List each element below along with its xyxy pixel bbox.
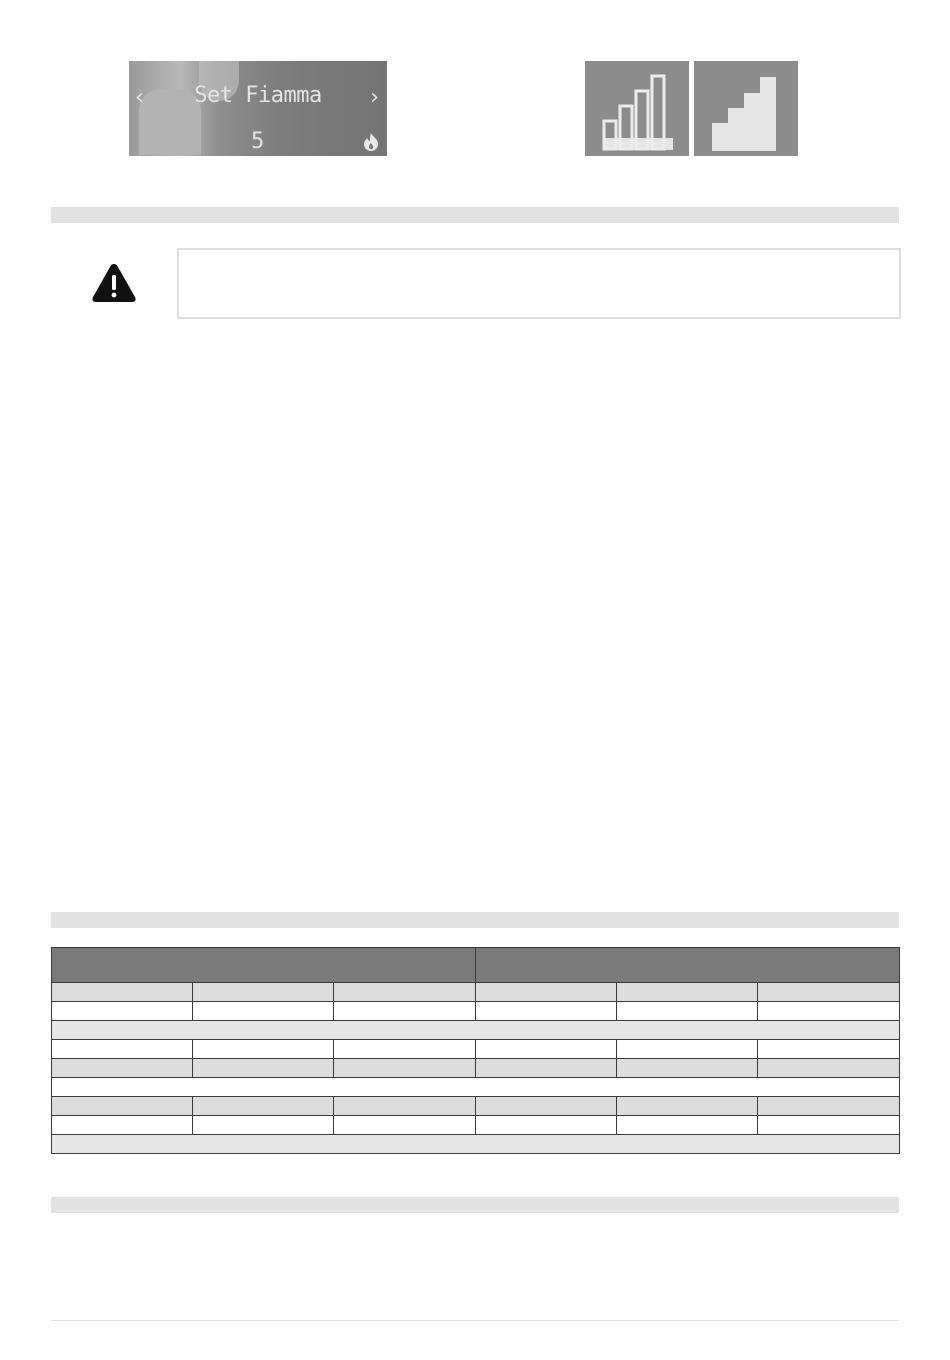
- table-row: [52, 1059, 900, 1078]
- table-cell: [52, 1097, 193, 1116]
- table-cell: [193, 1097, 334, 1116]
- table-cell: [52, 1002, 193, 1021]
- table-cell: [758, 1002, 900, 1021]
- table-cell: [476, 983, 617, 1002]
- power-staircase-icon: [694, 61, 798, 156]
- table-cell: [476, 1116, 617, 1135]
- display-value: 5: [251, 129, 265, 154]
- table-header-cell: [476, 948, 900, 983]
- warning-triangle-icon: [90, 262, 138, 304]
- table-cell: [52, 1116, 193, 1135]
- table-row: [52, 1116, 900, 1135]
- table-row: [52, 1097, 900, 1116]
- table-cell: [193, 1040, 334, 1059]
- table-group-cell: [52, 1135, 900, 1154]
- table-group-row: [52, 1135, 900, 1154]
- table-row: [52, 983, 900, 1002]
- table-cell: [476, 1040, 617, 1059]
- section-header-bar: [51, 207, 899, 223]
- table-cell: [476, 1002, 617, 1021]
- table-cell: [476, 1059, 617, 1078]
- table-group-cell: [52, 1078, 900, 1097]
- table-cell: [617, 1116, 758, 1135]
- warning-note-box: [177, 248, 901, 319]
- table-cell: [334, 1116, 476, 1135]
- table-cell: [52, 1040, 193, 1059]
- table-cell: [52, 983, 193, 1002]
- table-cell: [334, 1040, 476, 1059]
- table-header-cell: [52, 948, 476, 983]
- table-cell: [334, 1002, 476, 1021]
- section-header-bar: [51, 912, 899, 928]
- table-group-row: [52, 1021, 900, 1040]
- data-table: [51, 947, 900, 1154]
- table-cell: [758, 1116, 900, 1135]
- table-cell: [52, 1059, 193, 1078]
- section-header-bar: [51, 1197, 899, 1213]
- table-cell: [476, 1097, 617, 1116]
- table-cell: [617, 983, 758, 1002]
- footer-divider: [51, 1320, 899, 1321]
- table-cell: [758, 1097, 900, 1116]
- table-cell: [334, 1097, 476, 1116]
- table-group-row: [52, 1078, 900, 1097]
- table-cell: [617, 1097, 758, 1116]
- table-row: [52, 1040, 900, 1059]
- nav-left-arrow: ‹: [133, 85, 147, 110]
- table-cell: [758, 1059, 900, 1078]
- table-cell: [758, 1040, 900, 1059]
- flame-icon: [360, 131, 382, 153]
- table-cell: [334, 1059, 476, 1078]
- table-header-row: [52, 948, 900, 983]
- display-panel: [129, 61, 387, 156]
- table-cell: [617, 1059, 758, 1078]
- table-group-cell: [52, 1021, 900, 1040]
- table-cell: [193, 1002, 334, 1021]
- table-cell: [617, 1040, 758, 1059]
- nav-right-arrow: ›: [367, 85, 381, 110]
- table-cell: [193, 1116, 334, 1135]
- power-bars-icon: [585, 61, 689, 156]
- table-cell: [334, 983, 476, 1002]
- display-title: Set Fiamma: [194, 83, 322, 108]
- table-cell: [617, 1002, 758, 1021]
- table-cell: [193, 983, 334, 1002]
- table-row: [52, 1002, 900, 1021]
- table-cell: [758, 983, 900, 1002]
- table-cell: [193, 1059, 334, 1078]
